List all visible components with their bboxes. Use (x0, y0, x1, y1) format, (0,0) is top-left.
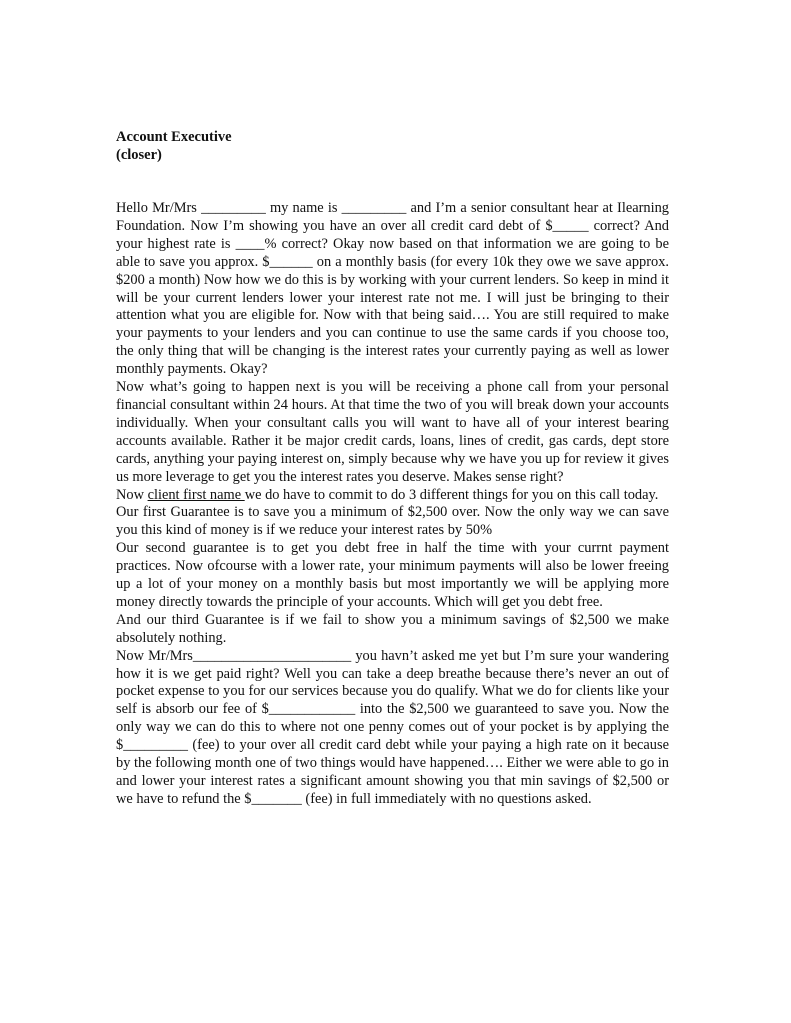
client-name-placeholder: client first name (147, 486, 245, 503)
document-page (116, 128, 669, 809)
document-title: Account Executive (116, 129, 232, 145)
paragraph-second-guarantee: Our second guarantee is to get you debt free in half the time with your currnt payment practices. Now ofcourse with a lower rate, your minimum payments will also be lower freeing up a lot of your money on a monthly basis but most importantly we will be applying more money directly towards the principle of your accounts. Which will get you debt free. (116, 540, 669, 610)
paragraph-third-guarantee: And our third Guarantee is if we fail to show you a minimum savings of $2,500 we make absolutely nothing. (116, 611, 669, 646)
paragraph-commitment (116, 487, 669, 505)
paragraph-fee-explanation: Now Mr/Mrs______________________ you havn’t asked me yet but I’m sure your wandering how it is we get paid right? Well you can take a deep breathe because there’s never an out of pocket expense to you for our services because you do qualify. What we do for clients like your self is absorb our fee of $____________ into the $2,500 we guaranteed to save you. Now the only way we can do this to where not one penny comes out of your pocket is by applying the $_________ (fee) to your over all credit card debt while your paying a high rate on it because by the following month one of two things would have happened…. Either we were able to go in and lower your interest rates a significant amount showing you that min savings of $2,500 or we have to refund the $_______ (fee) in full immediately with no questions asked. (116, 647, 669, 807)
spacer (116, 164, 669, 200)
paragraph-next-steps: Now what’s going to happen next is you will be receiving a phone call from your personal financial consultant within 24 hours. At that time the two of you will break down your accounts individually. When your consultant calls you will want to have all of your interest bearing accounts available. Rather it be major credit cards, loans, lines of credit, gas cards, dept store cards, anything your paying interest on, simply because why we have you up for review it gives us more leverage to get you the interest rates you deserve. Makes sense right? (116, 379, 669, 485)
document-subtitle: (closer) (116, 147, 162, 163)
commitment-lead-text: Now (116, 486, 148, 503)
paragraph-first-guarantee: Our first Guarantee is to save you a minimum of $2,500 over. Now the only way we can save you this kind of money is if we reduce your interest rates by 50% (116, 504, 669, 539)
commitment-tail-text: we do have to commit to do 3 different things for you on this call today. (244, 486, 659, 503)
paragraph-introduction: Hello Mr/Mrs _________ my name is _________ and I’m a senior consultant hear at Ilearning Foundation. Now I’m showing you have an over all credit card debt of $_____ correct? And your highest rate is ____% correct? Okay now based on that information we are going to be able to save you approx. $______ on a monthly basis (for every 10k they owe we save approx. $200 a month) Now how we do this is by working with your current lenders. So keep in mind it will be your current lenders lower your interest rate not me. I will just be bringing to their attention what you are eligible for. Now with that being said…. You are still required to make your payments to your lenders and you can continue to use the same cards if you choose too, the only thing that will be changing is the interest rates your currently paying as well as lower monthly payments. Okay? (116, 200, 669, 378)
